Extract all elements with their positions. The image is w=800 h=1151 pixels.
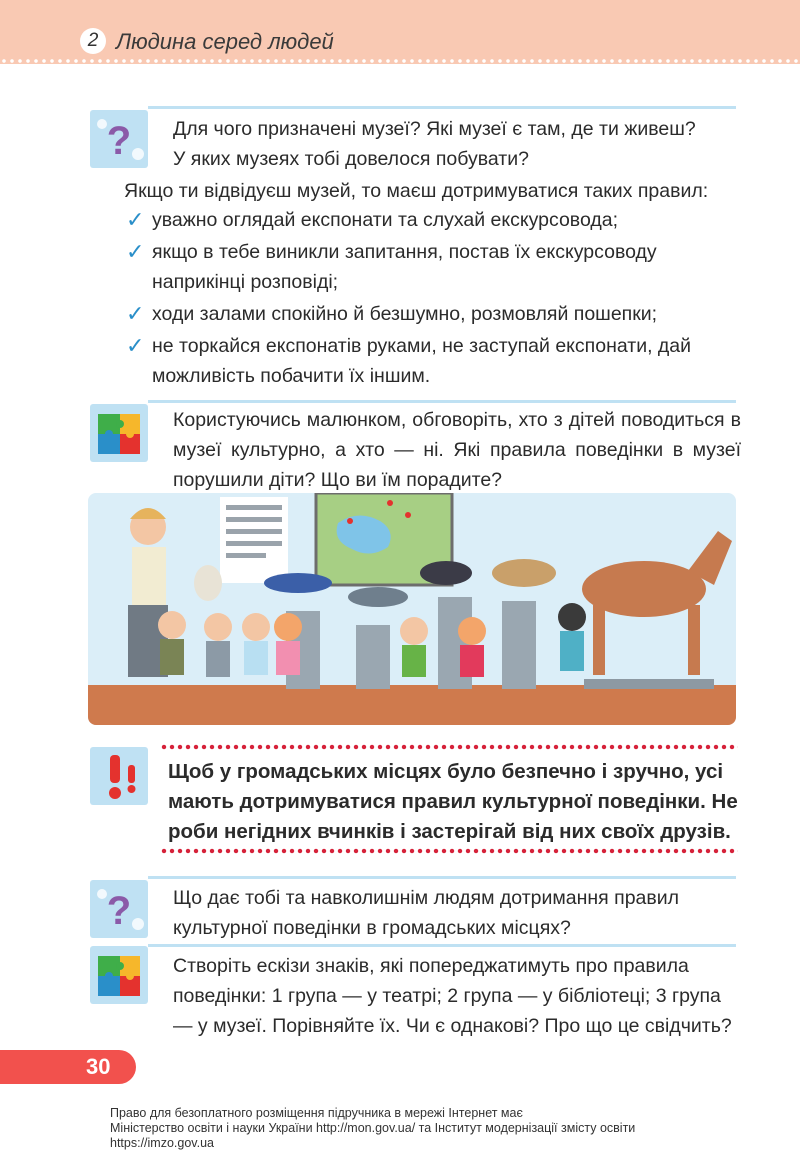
page-number: 30 [86,1054,111,1079]
svg-text:?: ? [106,889,132,933]
rule-text: ходи залами спокійно й безшумно, розмовляй пошепки; [152,303,658,325]
svg-text:?: ? [106,119,132,163]
checkmark-icon: ✓ [126,333,145,358]
rule-statement: Щоб у громадських місцях було безпечно і зручно, усі мають дотримуватися правил культурної поведінки. Не роби негідних вчинків і застерігай від них своїх друзів. [168,760,738,843]
rule-text: уважно оглядай експонати та слухай екскурсовода; [152,209,619,231]
checkmark-icon: ✓ [126,301,145,326]
rule-text: якщо в тебе виникли запитання, постав їх екскурсоводу наприкінці розповіді; [152,241,657,293]
header-divider [0,58,800,64]
block4-task: Створіть ескізи знаків, які попереджатимуть про правила поведінки: 1 група — у театрі; 2 група — у бібліотеці; 3 група — у музеї. Порівняйте їх. Чи є однакові? Про що це свідчить? [173,955,732,1037]
page-number-tab [0,1050,136,1084]
rule-item [124,237,744,297]
block2-separator [148,400,736,403]
puzzle-icon [90,946,148,1004]
rule-item [124,299,744,329]
museum-illustration [88,493,736,725]
rule-text: не торкайся експонатів руками, не заступай експонати, дай можливість побачити їх іншим. [152,335,692,387]
footer-line: Право для безоплатного розміщення підручника в мережі Інтернет має [110,1106,523,1120]
block4-separator [148,944,736,947]
chapter-number: 2 [80,28,106,54]
block3-separator [148,876,736,879]
block3-question: Що дає тобі та навколишнім людям дотримання правил культурної поведінки в громадських місцях? [173,887,680,939]
question-icon [90,880,148,938]
question-line: Для чого призначені музеї? Які музеї є там, де ти живеш? [173,118,696,140]
question-line: У яких музеях тобі довелося побувати? [173,148,529,170]
rule-item [124,331,744,391]
rule-bottom-divider [160,848,738,854]
rules-list [124,205,744,393]
exclamation-icon [90,747,148,805]
rule-item [124,205,744,235]
block1-question [173,114,743,174]
chapter-title: Людина серед людей [116,29,334,54]
checkmark-icon: ✓ [126,239,145,264]
rule-top-divider [160,744,738,750]
puzzle-icon [90,404,148,462]
question-icon [90,110,148,168]
block2-task: Користуючись малюнком, обговоріть, хто з дітей поводиться в музеї культурно, а хто — ні. Які правила поведінки в музеї порушили діти? Що ви їм порадите? [173,409,741,491]
rules-intro: Якщо ти відвідуєш музей, то маєш дотримуватися таких правил: [124,180,709,202]
footer-notice [110,1106,730,1151]
footer-line: Міністерство освіти і науки України http://mon.gov.ua/ та Інститут модернізації змісту освіти https://imzo.gov.ua [110,1121,636,1150]
checkmark-icon: ✓ [126,207,145,232]
block1-separator [148,106,736,109]
